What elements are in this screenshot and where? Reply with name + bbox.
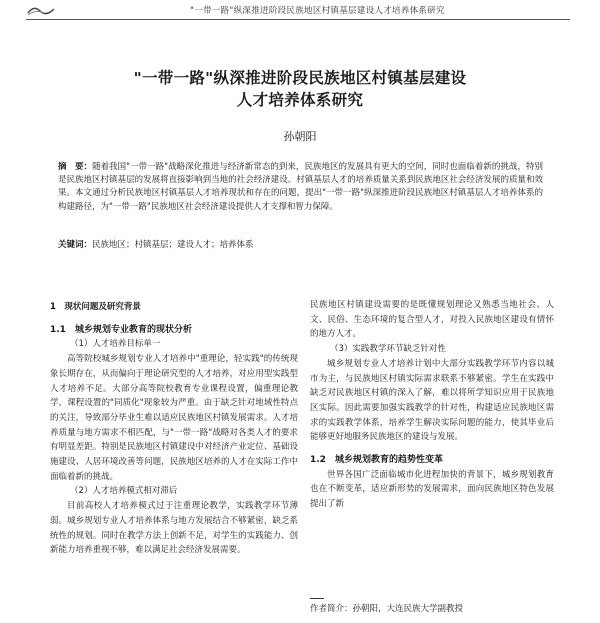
article-title-line2: 人才培养体系研究 [236, 91, 364, 109]
right-column [310, 298, 554, 512]
abstract-label: 摘 要： [58, 162, 93, 172]
keywords-label: 关键词： [58, 240, 93, 250]
header-rule [26, 19, 570, 20]
left-column [50, 300, 298, 558]
footnote: 作者简介：孙朝阳，大连民族大学副教授 [310, 604, 464, 614]
article-title-line1: "一带一路"纵深推进阶段民族地区村镇基层建设 [133, 69, 467, 87]
keywords [58, 238, 543, 250]
abstract-text: 随着我国"一带一路"战略深化推进与经济新常态的到来，民族地区的发展具有更大的空间，同时也面临着新的挑战，特别是民族地区村镇基层的发展将直接影响到当地的社会经济建设。村镇基层人才的培养质量关系到民族地区社会经济发展的质量和效果。本文通过分析民族地区村镇基层人才培养现状和存在的问题，提出"一带一路"纵深推进阶段民族地区村镇基层人才培养体系的构建路径，为"一带一路"民族地区社会经济建设提供人才支撑和智力保障。 [58, 162, 543, 212]
subsection-heading-1-1: 1.1 城乡规划专业教育的现状分析 [50, 324, 192, 335]
subsection-heading-1-2: 1.2 城乡规划教育的趋势性变革 [310, 455, 443, 466]
running-header [0, 0, 600, 22]
journal-header-text: "一带一路"纵深推进阶段民族地区村镇基层建设人才培养体系研究 [190, 6, 445, 16]
paragraph-1: 高等院校城乡规划专业人才培养中"重理论，轻实践"的传统现象长期存在，从而偏向于理论研究型的人才培养，对应用型实践型人才培养不足。大部分高等院校教育专业课程设置，偏重理论教学，课程设置的"同质化"现象较为严重。由于缺乏针对地域性特点的关注，导致部分毕业生难以适应民族地区村镇发展需求。人才培养质量与地方需求不相匹配，与"一带一路"战略对各类人才的要求有明显差距。特别是民族地区村镇建设中对经济产业定位、基础设施建设、人居环境改善等问题，民族地区培养的人才在实际工作中面临着新的挑战。 [50, 354, 298, 482]
paragraph-2: 目前高校人才培养模式过于注重理论教学，实践教学环节薄弱。城乡规划专业人才培养体系与地方发展结合不够紧密，缺乏系统性的规划。同时在教学方法上创新不足，对学生的实践能力、创新能力培养重视不够，难以满足社会经济发展需要。 [50, 501, 298, 556]
item-heading-2: （2）人才培养模式相对滞后 [70, 486, 178, 497]
item-heading-3: （3）实践教学环节缺乏针对性 [330, 344, 446, 355]
author-name: 孙朝阳 [283, 130, 317, 143]
journal-logo-icon [26, 3, 56, 17]
footnote-rule [310, 598, 324, 599]
paragraph-4: 世界各国广泛面临城市化进程加快的背景下，城乡规划教育也在不断变革，适应新形势的发展需求，面向民族地区特色发展提出了新 [310, 469, 554, 510]
item-heading-1: （1）人才培养目标单一 [70, 339, 161, 350]
paragraph-3: 城乡规划专业人才培养计划中大部分实践教学环节内容以城市为主，与民族地区村镇实际需求联系不够紧密。学生在实践中缺乏对民族地区村镇的深入了解，难以将所学知识应用于民族地区实际。因此需要加强实践教学的针对性，构建适应民族地区需求的实践教学体系，培养学生解决实际问题的能力，使其毕业后能够更好地服务民族地区的建设与发展。 [310, 358, 554, 443]
abstract [58, 161, 543, 214]
keywords-text: 民族地区；村镇基层；建设人才；培养体系 [92, 240, 254, 250]
section-heading-1: 1 现状问题及研究背景 [50, 302, 141, 312]
paragraph-top: 民族地区村镇建设需要的是既懂规划理论又熟悉当地社会、人文、民俗、生态环境的复合型人才，对投入民族地区建设有情怀的地方人才。 [310, 300, 554, 340]
